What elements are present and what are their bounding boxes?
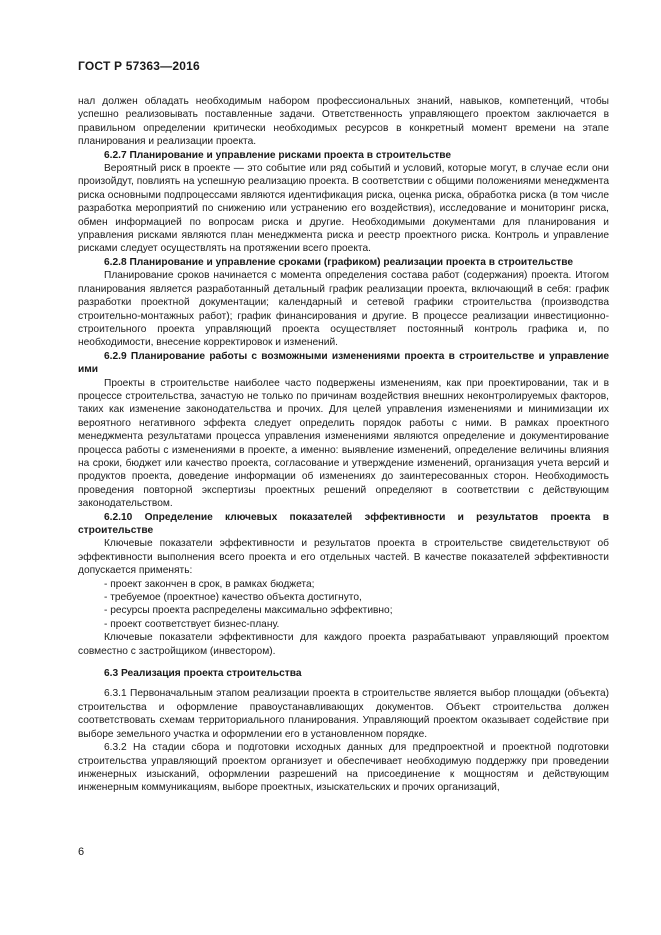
section-6-2-8-text: Планирование сроков начинается с момента определения состава работ (содержания) проекта. Итогом планирования является разработанный детальный график реализации проекта, включающий в себя: график разработки проектной документации; календарный и сетевой графики строительства (производства строительно-монтажных работ); график финансирования и другие. В процессе реализации инвестиционно-строительного проекта управляющий проекта осуществляет постоянный контроль графика и, по необходимости, внесение корректировок и изменений.	[78, 270, 609, 349]
document-header: ГОСТ Р 57363—2016	[78, 59, 200, 73]
page-number: 6	[78, 846, 85, 858]
list-item: - проект закончен в срок, в рамках бюджета;	[104, 578, 315, 590]
section-6-3-title: 6.3 Реализация проекта строительства	[104, 668, 302, 680]
section-6-2-10-title: 6.2.10 Определение ключевых показателей эффективности и результатов проекта в строительстве	[78, 511, 609, 536]
list-item: - проект соответствует бизнес-плану.	[104, 618, 280, 630]
intro-paragraph: нал должен обладать необходимым набором профессиональных знаний, навыков, компетенций, чтобы успешно реализовывать поставленные задачи. Ответственность управляющего проектом заключается в правильном определении критически необходимых ресурсов в конкретный момент времени на этапе планирования и реализации проекта.	[78, 96, 609, 148]
section-6-2-9-title: 6.2.9 Планирование работы с возможными изменениями проекта в строительстве и управление ими	[78, 350, 609, 376]
list-item: - требуемое (проектное) качество объекта достигнуто,	[104, 592, 362, 604]
section-6-2-7-text: Вероятный риск в проекте — это событие или ряд событий и условий, которые могут, в случае если они произойдут, повлиять на успешную реализацию проекта. В соответствии с общими положениями менеджмента риска основными подпроцессами являются идентификация риска, оценка риска, обработка риска (в том числе разработка мероприятий по снижению или устранению его воздействия), исследование и мониторинг риска, обмен информацией по вопросам риска и другие. Необходимыми документами для планирования и управления рисками являются план менеджмента риска и реестр проектного риска. Контроль и управление рисками следует осуществлять на протяжении всего проекта.	[78, 163, 609, 255]
section-6-2-8-title: 6.2.8 Планирование и управление сроками (графиком) реализации проекта в строительстве	[104, 256, 574, 268]
document-body	[78, 95, 609, 795]
section-6-2-10-text: Ключевые показатели эффективности и результатов проекта в строительстве свидетельствуют об эффективности выполнения всего проекта и его отдельных частей. В качестве показателей эффективности допускается применять:	[78, 538, 609, 577]
section-6-3-2-text: 6.3.2 На стадии сбора и подготовки исходных данных для предпроектной и проектной подготовки строительства управляющий проектом организует и обеспечивает необходимую поддержку при проведении инженерных изысканий, оформлении разрешений на присоединение к мощностям и действующим инженерным коммуникациям, выборе проектных, изыскательских и прочих организаций,	[78, 742, 609, 794]
section-6-2-10-text2: Ключевые показатели эффективности для каждого проекта разрабатывают управляющий проектом совместно с застройщиком (инвестором).	[78, 632, 609, 657]
section-6-3-1-text: 6.3.1 Первоначальным этапом реализации проекта в строительстве является выбор площадки (объекта) строительства и оформление правоустанавливающих документов. Объект строительства должен соответствовать схемам территориального планирования. Управляющий проектом оказывает содействие при выборе земельного участка и оформлении его в установленном порядке.	[78, 688, 609, 740]
section-6-2-9-text: Проекты в строительстве наиболее часто подвержены изменениям, как при проектировании, так и в процессе строительства, зачастую не только по причинам воздействия внешних неконтролируемых факторов, таких как изменение законодательства и прочих. Для целей управления изменениями и минимизации их вероятного негативного эффекта следует определить порядок работы с ними. В рамках проектного менеджмента результатами процесса управления изменениями являются определение и документирование процесса работы с изменениями в проекте, а именно: выявление изменений, определение величины влияния на сроки, бюджет или качество проекта, согласование и утверждение изменений, организация учета версий и продуктов проекта, доведение информации об изменениях до заинтересованных сторон. Необходимость проведения повторной экспертизы проектных решений определяют в соответствии с действующим законодательством.	[78, 377, 609, 510]
list-item: - ресурсы проекта распределены максимально эффективно;	[104, 605, 393, 617]
section-6-2-7-title: 6.2.7 Планирование и управление рисками проекта в строительстве	[104, 149, 452, 161]
